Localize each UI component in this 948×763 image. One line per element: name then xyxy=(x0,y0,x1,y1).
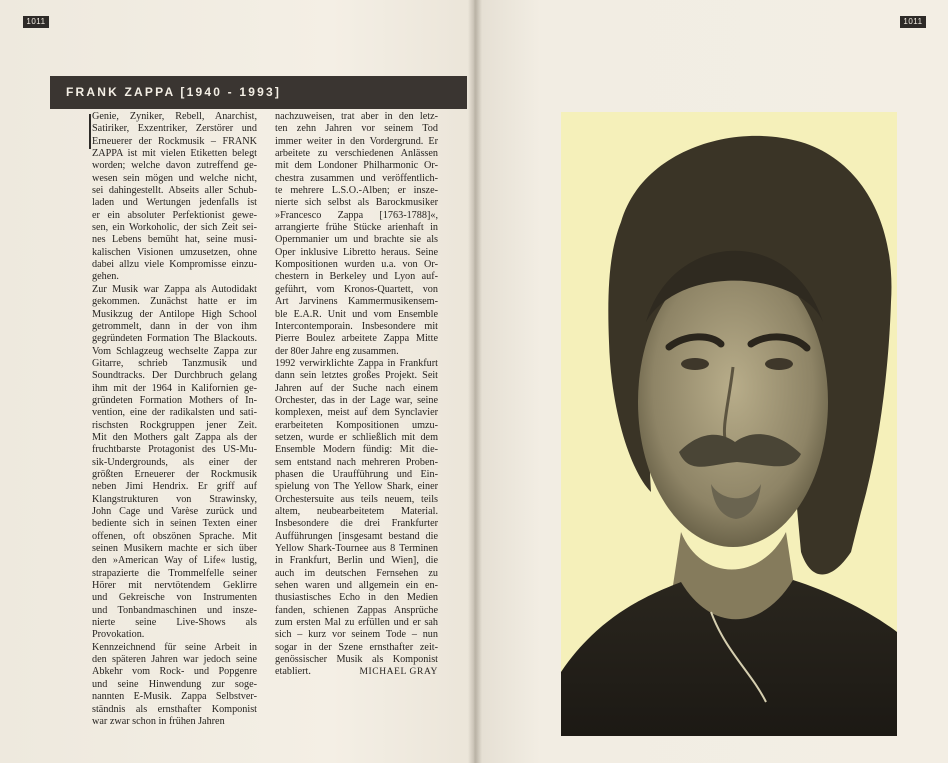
text-line: ten zehn Jahren vor seinem Tod xyxy=(275,123,438,135)
text-line: John Cage und Varèse zurück und xyxy=(92,506,257,517)
text-line: altem, neubearbeitetem Material. xyxy=(275,506,438,517)
text-line: Vom Schlagzeug wechselte Zappa zur xyxy=(92,345,257,357)
text-column-2 xyxy=(275,111,438,679)
text-line: Genie, Zyniker, Rebell, Anarchist, xyxy=(92,111,257,122)
book-gutter xyxy=(468,0,482,763)
text-line: nes Lebens bemüht hat, seine musi- xyxy=(92,234,257,246)
text-line: Aufführungen [insgesamt bestand die xyxy=(275,530,438,542)
text-line: gründeten Formation Mothers of In- xyxy=(92,394,257,406)
text-line: »Francesco Zappa [1763-1788]«, xyxy=(275,209,438,221)
text-line: te mehrere L.S.O.-Alben; er insze- xyxy=(275,185,438,197)
text-line: phasen die Uraufführung und Ein- xyxy=(275,468,438,480)
text-line: Hörer mit nervtötendem Geklirre xyxy=(92,580,257,592)
text-line: Erneuerer der Rockmusik – FRANK xyxy=(92,135,257,147)
text-line: Opernmanier um und brachte sie als xyxy=(275,234,438,246)
initial-rule xyxy=(89,114,91,149)
text-line: Klangstrukturen von Strawinsky, xyxy=(92,493,257,505)
text-line: Orchestersuite aus teils neuem, teils xyxy=(275,493,438,505)
text-line: sen, ein Workoholic, der sich Zeit sei- xyxy=(92,222,257,234)
text-line: Intercontemporain. Insbesondere mit xyxy=(275,320,438,332)
text-line: geführt, vom Kronos-Quartett, von xyxy=(275,283,438,295)
text-line: ble E.A.R. Unit und vom Ensemble xyxy=(275,308,438,320)
text-line: kalischen Visionen umzusetzen, ohne xyxy=(92,246,257,258)
text-line: thusiastisches Echo in den Medien xyxy=(275,592,438,604)
text-line: arbeitete zu verschiedenen Anlässen xyxy=(275,148,438,160)
text-line: genössischer Musik als Komponist xyxy=(275,654,438,666)
text-line: arrangierte frühe Stücke arienhaft in xyxy=(275,222,438,234)
text-line: ZAPPA ist mit vielen Etiketten belegt xyxy=(92,148,257,160)
title-bar xyxy=(50,76,467,109)
text-line: 1992 verwirklichte Zappa in Frankfurt xyxy=(275,357,438,369)
text-line: Yellow Shark-Tournee aus 8 Terminen xyxy=(275,543,438,555)
text-line: spielung von The Yellow Shark, einer xyxy=(275,481,438,493)
text-line: war zwar schon in frühen Jahren xyxy=(92,715,225,727)
article-title: FRANK ZAPPA [1940 - 1993] xyxy=(66,85,282,99)
text-line: fanden, schienen Zappas Ansprüche xyxy=(275,604,438,616)
text-line: sogar in der Szene ernsthafter zeit- xyxy=(275,641,438,653)
text-line: etabliert. MICHAEL GRAY xyxy=(275,666,438,678)
text-line: Pierre Boulez arbeitete Zappa Mitte xyxy=(275,333,438,345)
text-line: Kennzeichnend für seine Arbeit in xyxy=(92,641,257,653)
text-line: Art Jarvinens Kammermusikensem- xyxy=(275,296,438,308)
text-line: sem entstand nach mehreren Proben- xyxy=(275,456,438,468)
text-line: seinen Musikern machte er sich über xyxy=(92,543,257,555)
text-line: wesen sein mögen und welche nicht, xyxy=(92,172,257,184)
text-line: ständnis als ernsthafter Komponist xyxy=(92,703,257,715)
text-line: dann sein letztes großes Projekt. Seit xyxy=(275,370,438,382)
text-line: auch im deutschen Fernsehen zu xyxy=(275,567,438,579)
portrait-photo xyxy=(561,112,897,736)
text-line: in Frankfurt, Berlin und Wien], die xyxy=(275,555,438,567)
text-line: komplexen, meist auf dem Synclavier xyxy=(275,407,438,419)
text-line: der 80er Jahre eng zusammen. xyxy=(275,345,399,357)
text-line: mit dem Londoner Philharmonic Or- xyxy=(275,160,438,172)
text-line: erarbeiteten Kompositionen umzu- xyxy=(275,419,438,431)
text-column-1 xyxy=(92,111,257,728)
text-line: sich – kurz vor seinem Tode – nun xyxy=(275,629,438,641)
text-line: Satiriker, Exzentriker, Zerstörer und xyxy=(92,123,257,135)
text-line: und seine Hinwendung zur soge- xyxy=(92,678,257,690)
page-number-left: 1011 xyxy=(23,16,49,28)
page-number-right: 1011 xyxy=(900,16,926,28)
text-line: vention, eine der radikalsten und sati- xyxy=(92,407,257,419)
text-line: sik-Undergrounds, als einer der xyxy=(92,456,257,468)
text-line: ihm mit der 1964 in Kalifornien ge- xyxy=(92,382,257,394)
text-line: worden; welche davon zutreffend ge- xyxy=(92,160,257,172)
text-line: Orchester, das in der Lage war, seine xyxy=(275,394,438,406)
text-line: offenen, oft obszönen Sprache. Mit xyxy=(92,530,257,542)
text-line: größten Erneuerer der Rockmusik xyxy=(92,468,257,480)
text-line: strapazierte die Trommelfelle seiner xyxy=(92,567,257,579)
text-line: nannten E-Musik. Zappa Selbstver- xyxy=(92,691,257,703)
portrait-illustration xyxy=(561,112,897,736)
text-line: und Tonbandmaschinen und insze- xyxy=(92,604,257,616)
text-line: neben Jimi Hendrix. Er griff auf xyxy=(92,481,257,493)
text-line: Provokation. xyxy=(92,629,145,641)
text-line: Zur Musik war Zappa als Autodidakt xyxy=(92,283,257,295)
text-line: Gitarre, schrieb Tanzmusik und xyxy=(92,357,257,369)
text-line: Jahren auf der Suche nach einem xyxy=(275,382,438,394)
text-line: nierte sich selbst als Barockmusiker xyxy=(275,197,438,209)
text-line: chestra zusammen und veröffentlich- xyxy=(275,172,438,184)
text-line: sehen waren und allgemein ein en- xyxy=(275,580,438,592)
text-line: Insbesondere die drei Frankfurter xyxy=(275,518,438,530)
text-line: Oper inklusive Libretto heraus. Seine xyxy=(275,246,438,258)
text-line: und Gekreische von Instrumenten xyxy=(92,592,257,604)
text-line: gegründeten Formation The Blackouts. xyxy=(92,333,257,345)
text-line: nierte seine Live-Shows als xyxy=(92,617,257,629)
text-line: gekommen. Zunächst hatte er im xyxy=(92,296,257,308)
text-line: Mit den Mothers galt Zappa als der xyxy=(92,431,257,443)
text-line: chestern in Berkeley und Lyon auf- xyxy=(275,271,438,283)
text-line: immer weiter in den Vordergrund. Er xyxy=(275,135,438,147)
text-line: er ein absoluter Perfektionist gewe- xyxy=(92,209,257,221)
text-line: setzen, wurde er schließlich mit dem xyxy=(275,431,438,443)
text-line: Abkehr vom Rock- und Popgenre xyxy=(92,666,257,678)
text-line: zum ersten Mal zu erfüllen und er sah xyxy=(275,617,438,629)
text-line: dabei allzu viele Kompromisse einzu- xyxy=(92,259,257,271)
text-line: fruchtbarste Protagonist des US-Mu- xyxy=(92,444,257,456)
text-line: sei dahingestellt. Abseits aller Schub- xyxy=(92,185,257,197)
text-line: Ensemble Modern fündig: Mit die- xyxy=(275,444,438,456)
text-line: laden und Wertungen jedenfalls ist xyxy=(92,197,257,209)
text-line: nachzuweisen, trat aber in den letz- xyxy=(275,111,438,122)
text-line: Kompositionen wurden u.a. von Or- xyxy=(275,259,438,271)
text-line: Soundtracks. Der Durchbruch gelang xyxy=(92,370,257,382)
text-line: getrommelt, dann in der von ihm xyxy=(92,320,257,332)
text-line: gehen. xyxy=(92,271,119,283)
text-line: Musikzug der Antilope High School xyxy=(92,308,257,320)
text-line: den »American Way of Life« lustig, xyxy=(92,555,257,567)
text-line: den späteren Jahren war jedoch seine xyxy=(92,654,257,666)
author-signature: MICHAEL GRAY xyxy=(359,667,438,678)
text-line: rischsten Rockgruppen jener Zeit. xyxy=(92,419,257,431)
text-line: bediente sich in seinen Texten einer xyxy=(92,518,257,530)
